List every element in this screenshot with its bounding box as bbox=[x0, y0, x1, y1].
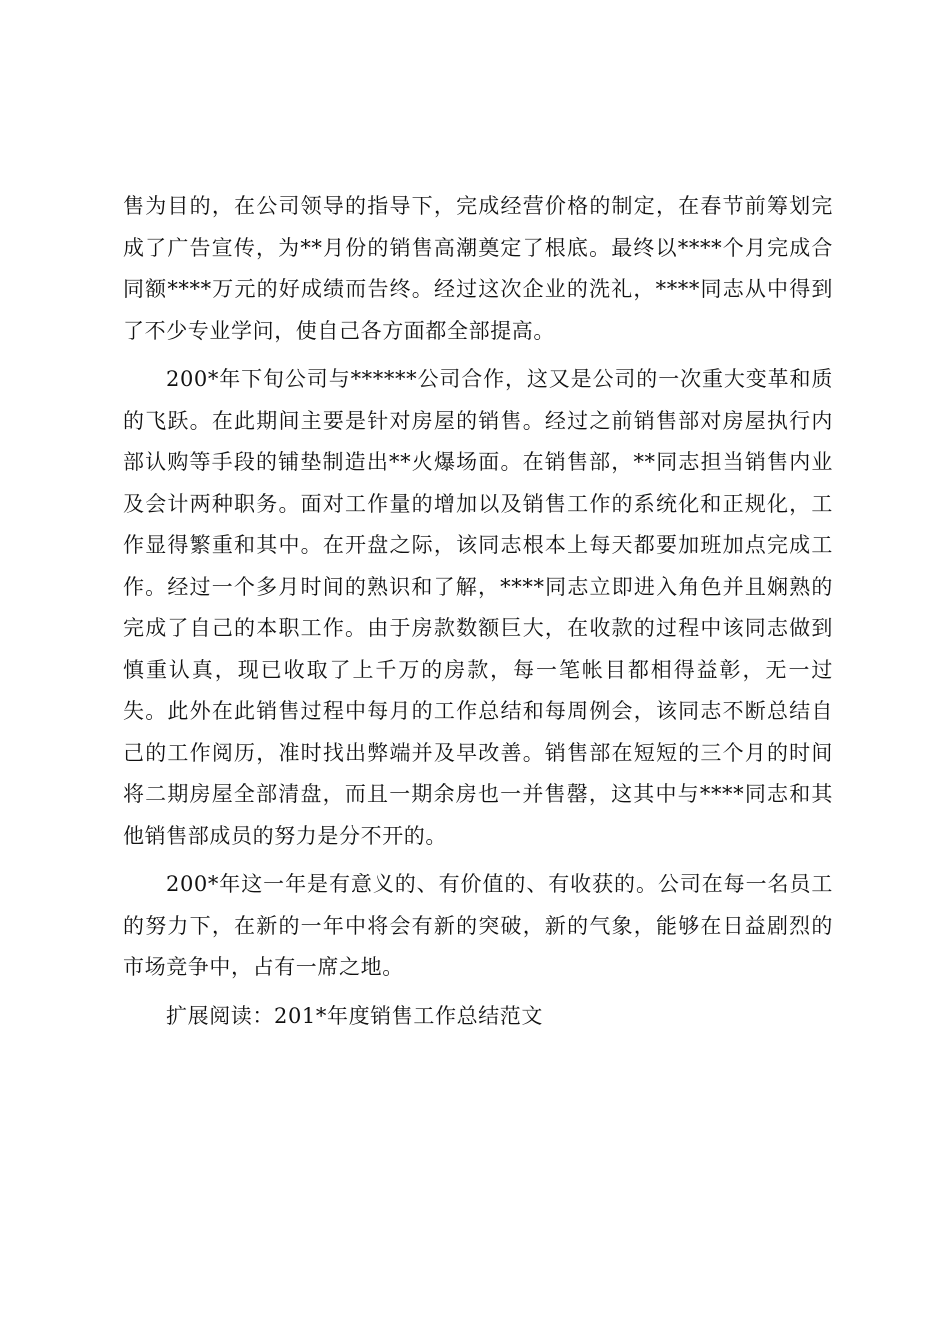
document-body bbox=[123, 186, 833, 1037]
paragraph-continuation: 售为目的，在公司领导的指导下，完成经营价格的制定，在春节前筹划完成了广告宣传，为**月份的销售高潮奠定了根底。最终以****个月完成合同额****万元的好成绩而告终。经过这次企业的洗礼，****同志从中得到了不少专业学问，使自己各方面都全部提高。 bbox=[123, 194, 833, 343]
paragraph-cooperation: 200*年下旬公司与******公司合作，这又是公司的一次重大变革和质的飞跃。在此期间主要是针对房屋的销售。经过之前销售部对房屋执行内部认购等手段的铺垫制造出**火爆场面。在销售部，**同志担当销售内业及会计两种职务。面对工作量的增加以及销售工作的系统化和正规化，工作显得繁重和其中。在开盘之际，该同志根本上每天都要加班加点完成工作。经过一个多月时间的熟识和了解，****同志立即进入角色并且娴熟的完成了自己的本职工作。由于房款数额巨大，在收款的过程中该同志做到慎重认真，现已收取了上千万的房款，每一笔帐目都相得益彰，无一过失。此外在此销售过程中每月的工作总结和每周例会，该同志不断总结自己的工作阅历，准时找出弊端并及早改善。销售部在短短的三个月的时间将二期房屋全部清盘，而且一期余房也一并售罄，这其中与****同志和其他销售部成员的努力是分不开的。 bbox=[123, 367, 833, 848]
extended-reading-line: 扩展阅读：201*年度销售工作总结范文 bbox=[166, 1003, 543, 1028]
paragraph-year-summary: 200*年这一年是有意义的、有价值的、有收获的。公司在每一名员工的努力下，在新的一年中将会有新的突破，新的气象，能够在日益剧烈的市场竞争中，占有一席之地。 bbox=[123, 872, 833, 979]
